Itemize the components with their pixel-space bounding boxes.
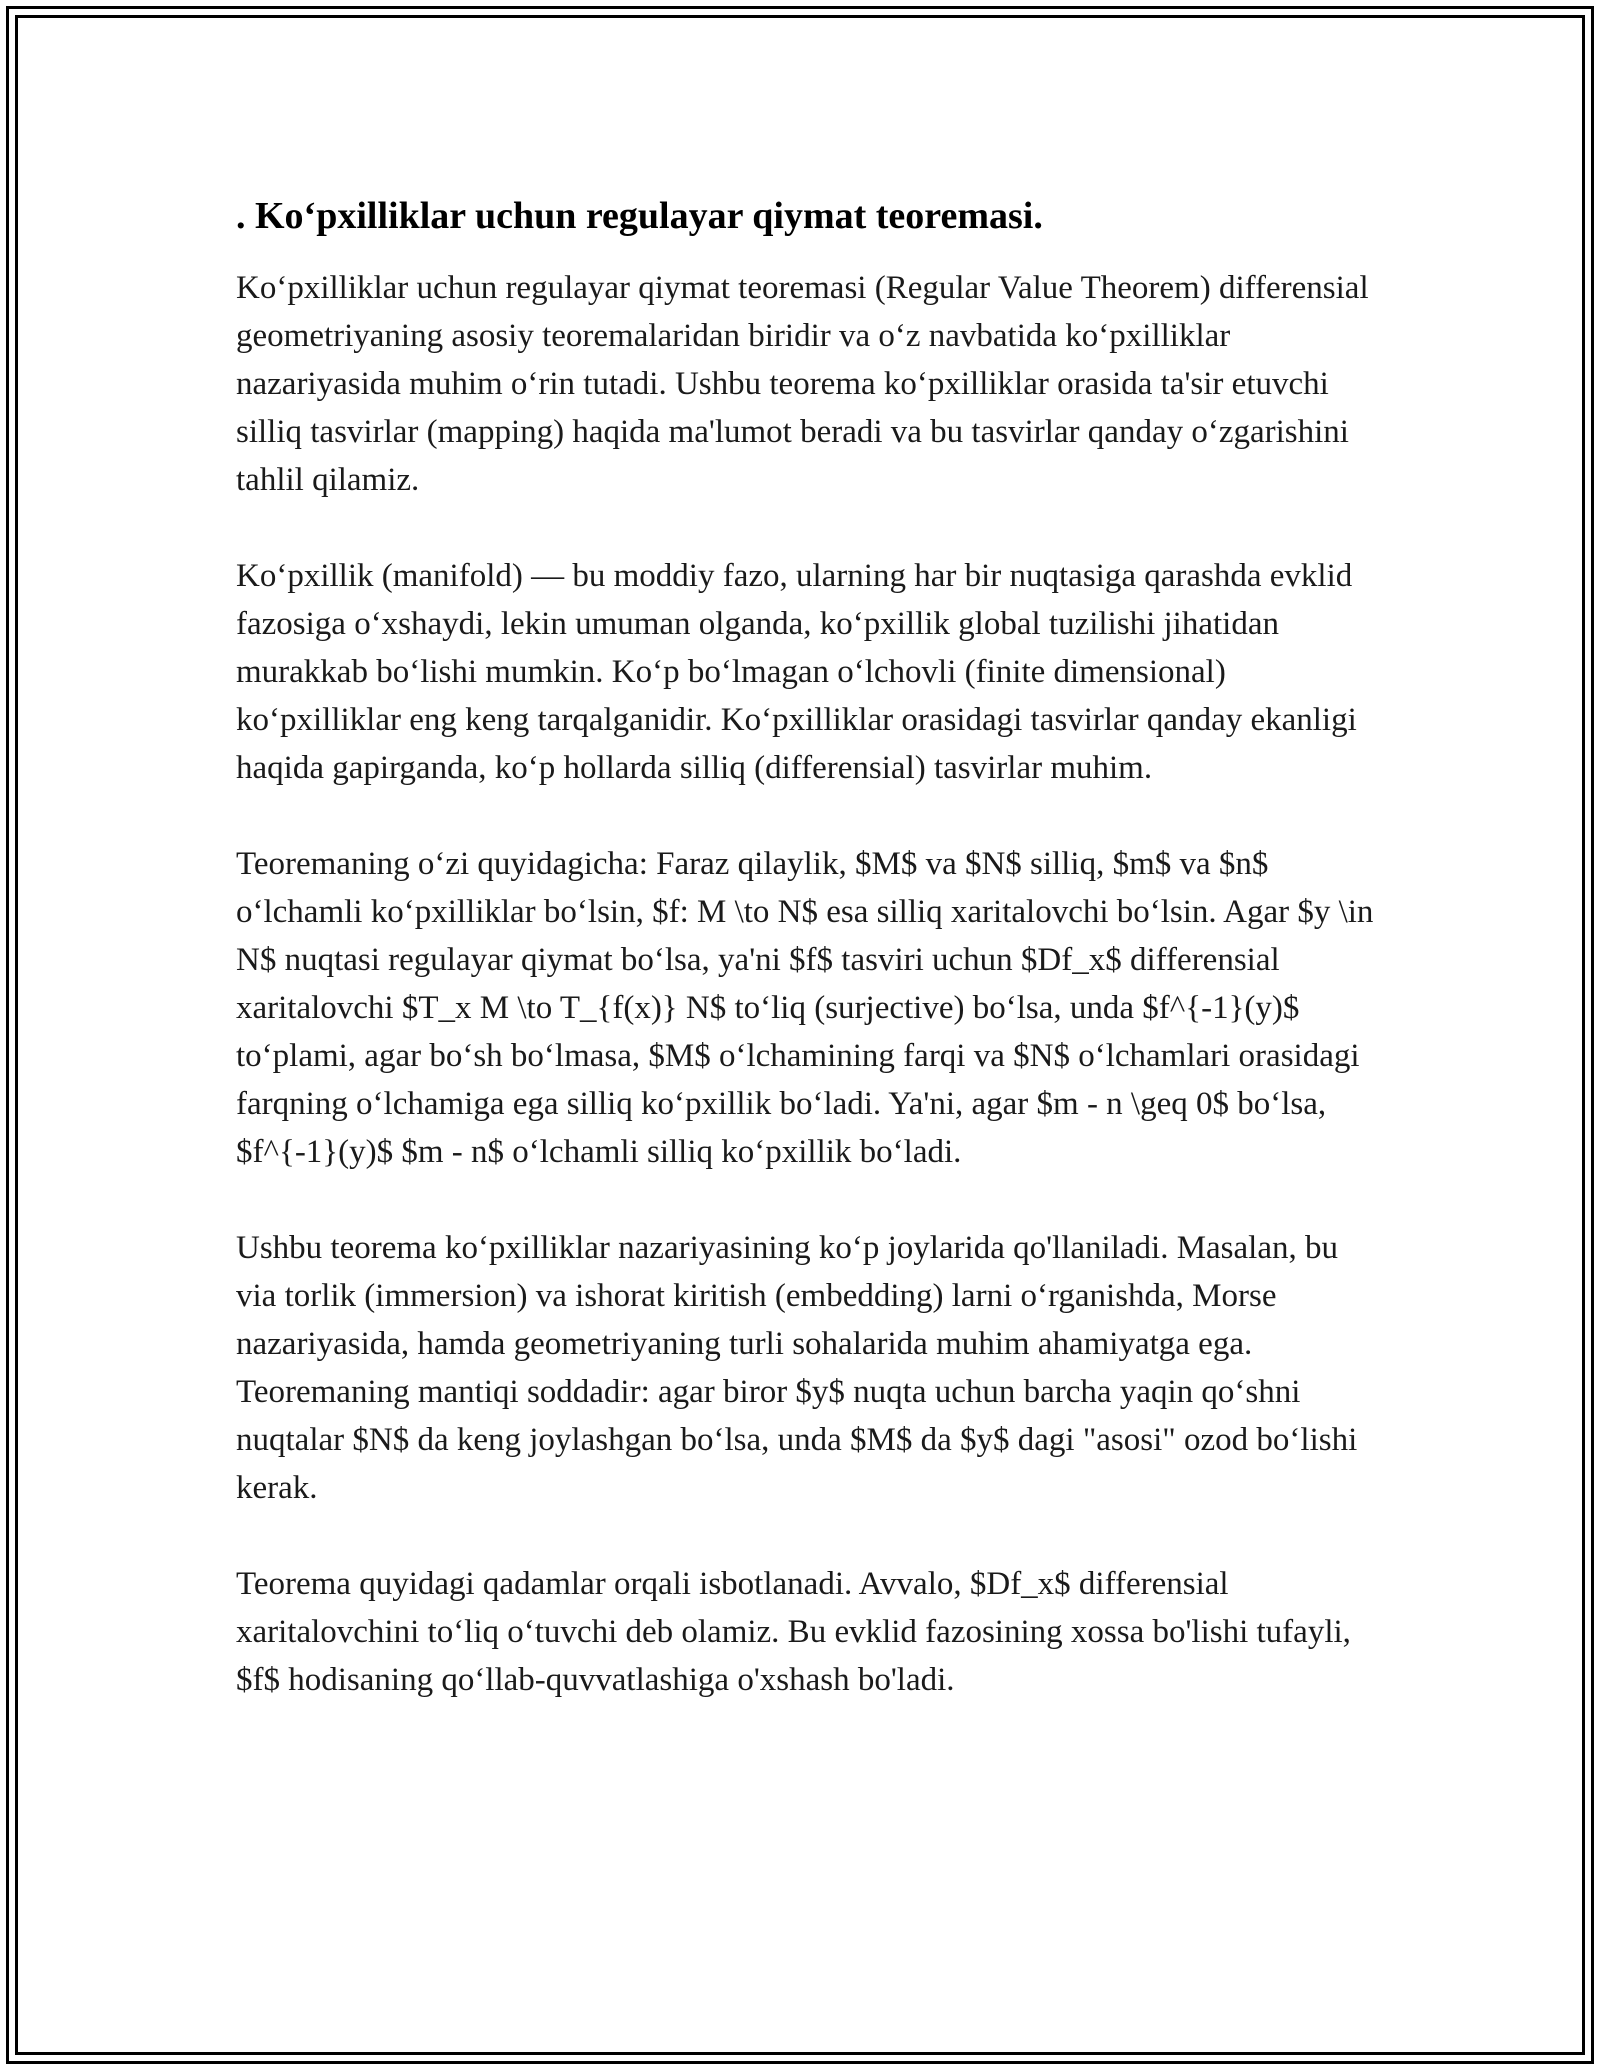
paragraph-proof: Teorema quyidagi qadamlar orqali isbotlanadi. Avvalo, $Df_x$ differensial xaritalovchini to‘liq o‘tuvchi deb olamiz. Bu evklid fazosining xossa bo'lishi tufayli, $f$ hodisaning qo‘llab-quvvatlashiga o'xshash bo'ladi. (236, 1566, 1351, 1698)
paragraph-theorem: Teoremaning o‘zi quyidagicha: Faraz qilaylik, $M$ va $N$ silliq, $m$ va $n$ o‘lchamli ko‘pxilliklar bo‘lsin, $f: M \to N$ esa silliq xaritalovchi bo‘lsin. Agar $y \in N$ nuqtasi regulayar qiymat bo‘lsa, ya'ni $f$ tasviri uchun $Df_x$ differensial xaritalovchi $T_x M \to T_{f(x)} N$ to‘liq (surjective) bo‘lsa, unda $f^{-1}(y)$ to‘plami, agar bo‘sh bo‘lmasa, $M$ o‘lchamining farqi va $N$ o‘lchamlari orasidagi farqning o‘lchamiga ega silliq ko‘pxillik bo‘ladi. Ya'ni, agar $m - n \geq 0$ bo‘lsa, $f^{-1}(y)$ $m - n$ o‘lchamli silliq ko‘pxillik bo‘ladi. (236, 846, 1374, 1170)
paragraph-applications: Ushbu teorema ko‘pxilliklar nazariyasining ko‘p joylarida qo'llaniladi. Masalan, bu via torlik (immersion) va ishorat kiritish (embedding) larni o‘rganishda, Morse nazariyasida, hamda geometriyaning turli sohalarida muhim ahamiyatga ega. Teoremaning mantiqi soddadir: agar biror $y$ nuqta uchun barcha yaqin qo‘shni nuqtalar $N$ da keng joylashgan bo‘lsa, unda $M$ da $y$ dagi "asosi" ozod bo‘lishi kerak. (236, 1230, 1358, 1506)
document-heading: . Ko‘pxilliklar uchun regulayar qiymat teoremasi. (236, 195, 1043, 237)
paragraph-manifold: Ko‘pxillik (manifold) — bu moddiy fazo, ularning har bir nuqtasiga qarashda evklid fazosiga o‘xshaydi, lekin umuman olganda, ko‘pxillik global tuzilishi jihatidan murakkab bo‘lishi mumkin. Ko‘p bo‘lmagan o‘lchovli (finite dimensional) ko‘pxilliklar eng keng tarqalganidir. Ko‘pxilliklar orasidagi tasvirlar qanday ekanligi haqida gapirganda, ko‘p hollarda silliq (differensial) tasvirlar muhim. (236, 558, 1357, 786)
paragraph-intro: Ko‘pxilliklar uchun regulayar qiymat teoremasi (Regular Value Theorem) differensial geometriyaning asosiy teoremalaridan biridir va o‘z navbatida ko‘pxilliklar nazariyasida muhim o‘rin tutadi. Ushbu teorema ko‘pxilliklar orasida ta'sir etuvchi silliq tasvirlar (mapping) haqida ma'lumot beradi va bu tasvirlar qanday o‘zgarishini tahlil qilamiz. (236, 270, 1369, 498)
document-body (236, 188, 1376, 1752)
